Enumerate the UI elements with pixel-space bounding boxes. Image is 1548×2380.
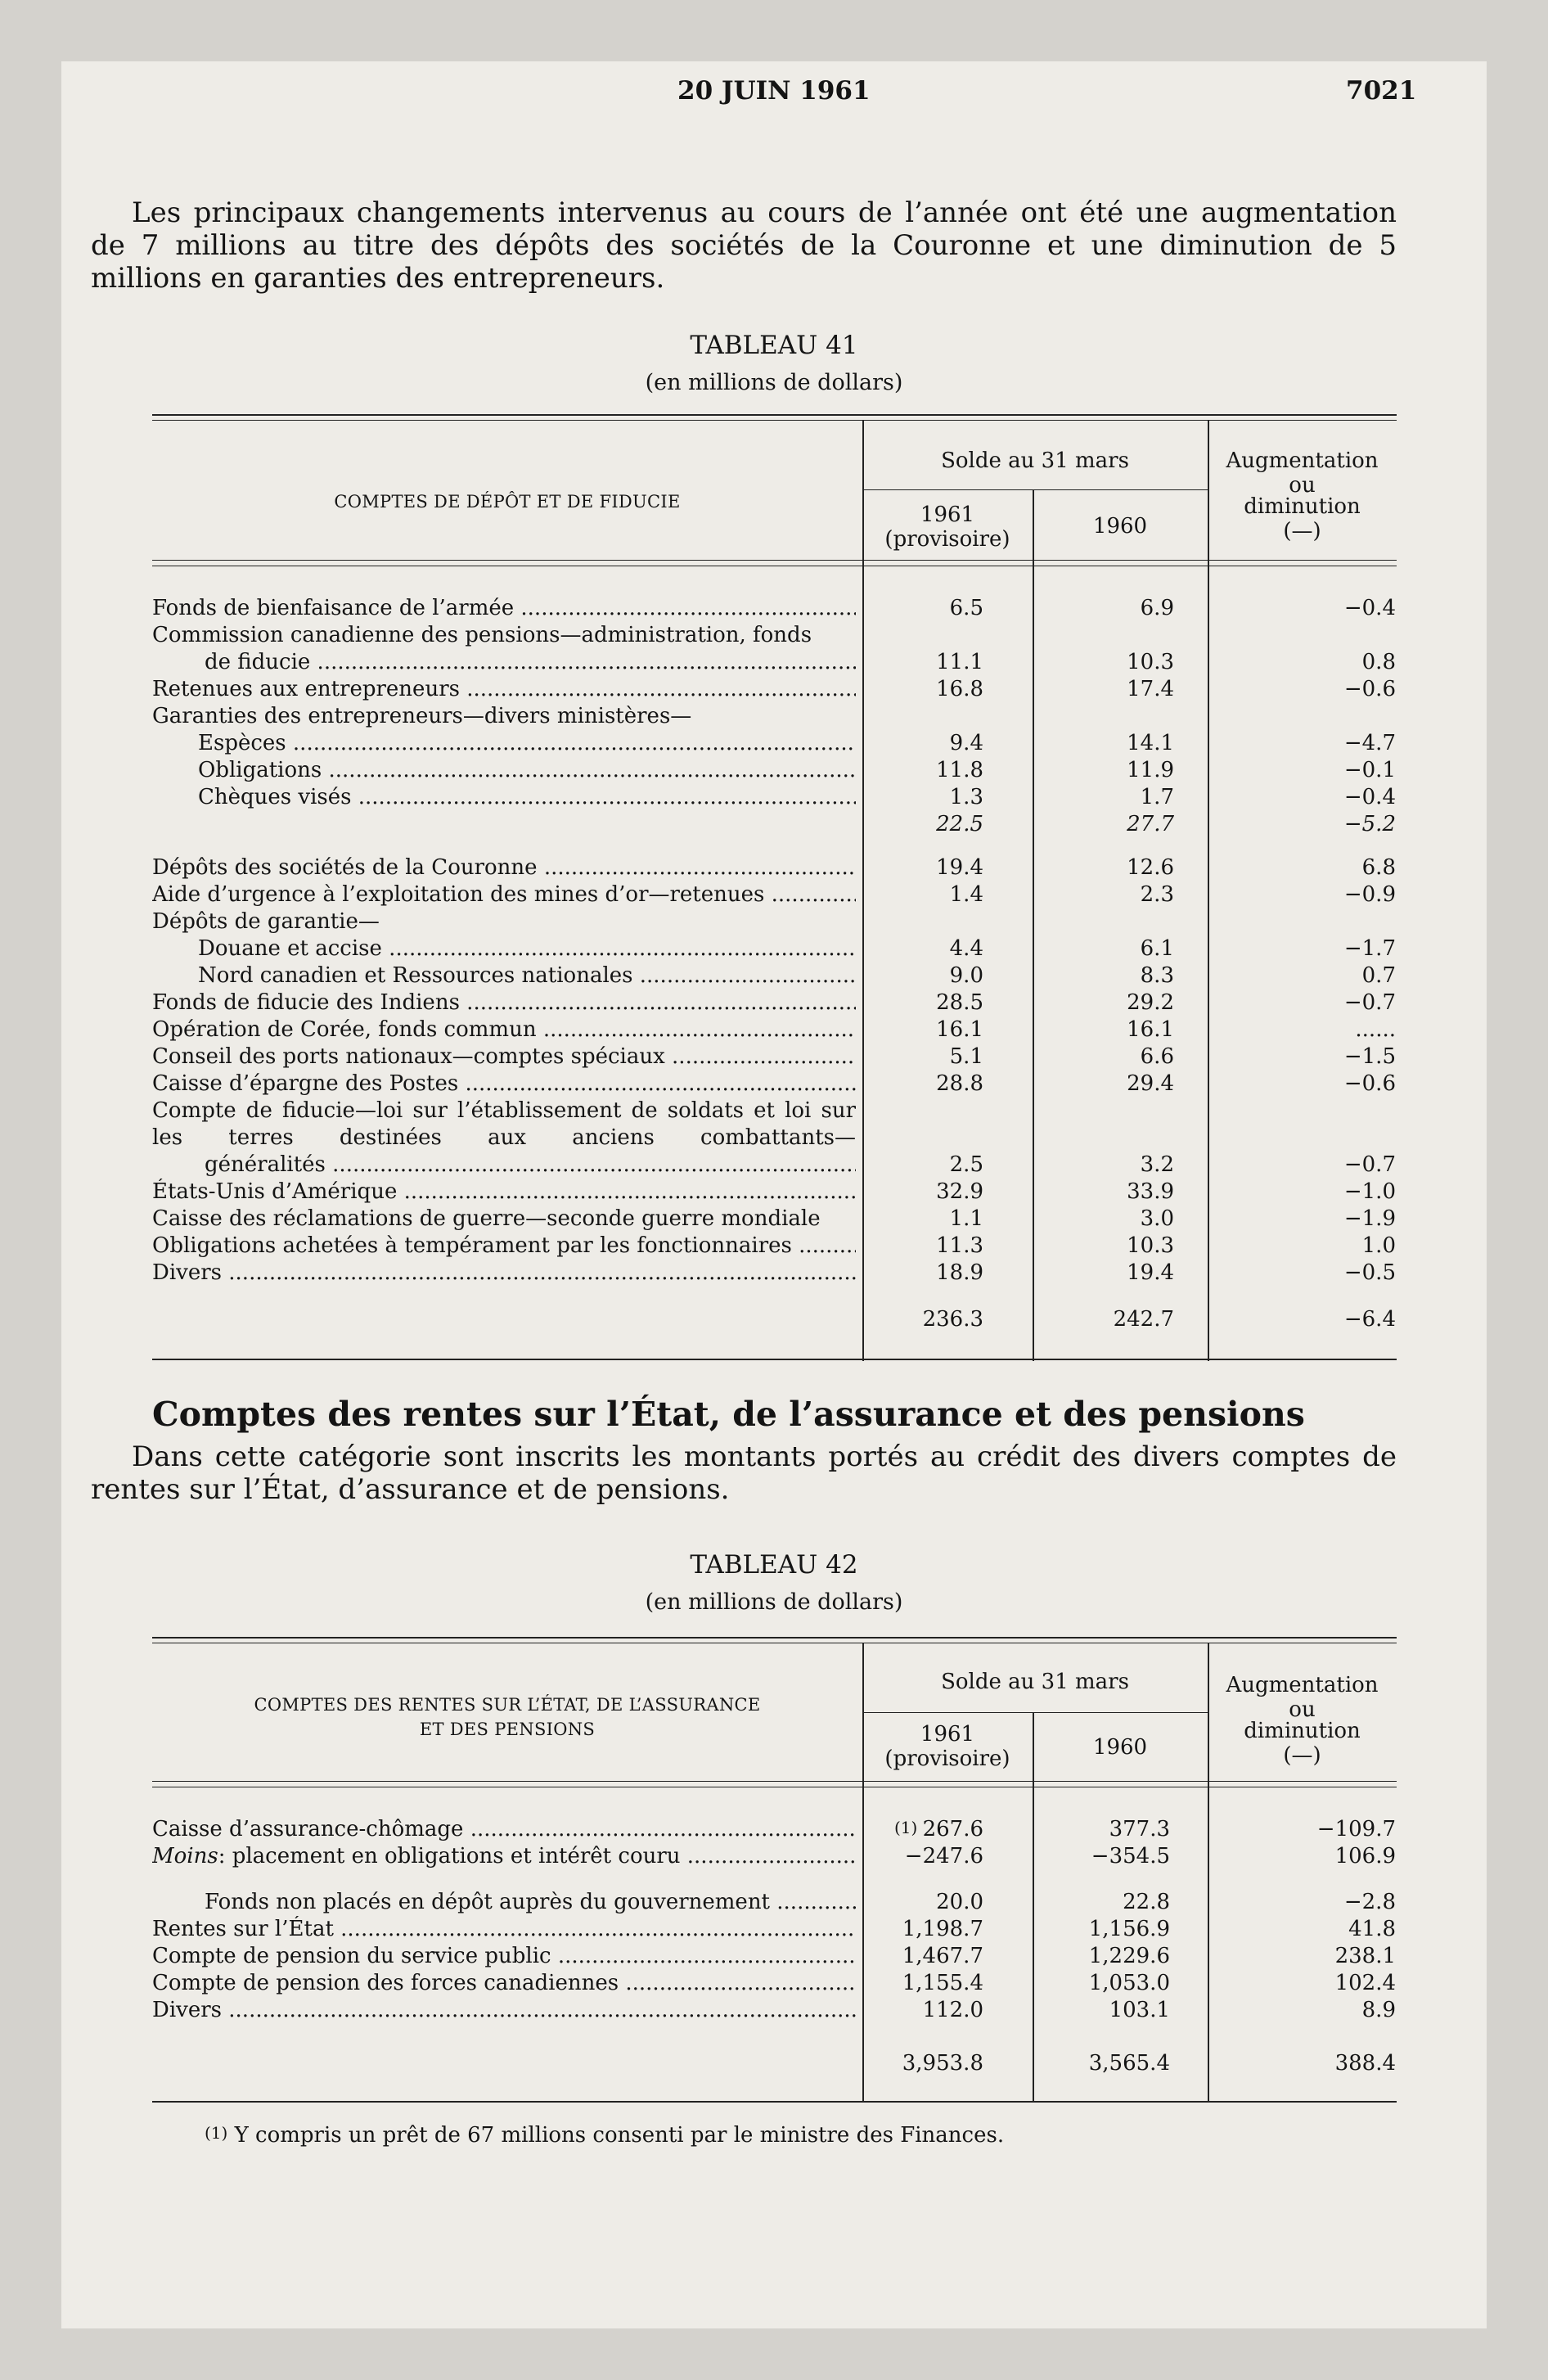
table-row: Nord canadien et Ressources nationales ..... 9.0 8.3 0.7 (152, 962, 1397, 989)
table-row: Conseil des ports nationaux—comptes spéciaux ..... 5.1 6.6 −1.5 (152, 1044, 1397, 1071)
footnote (205, 2123, 1004, 2148)
table41-col-aug-3: diminution (1244, 494, 1361, 519)
table41-col-aug-4: (—) (1283, 519, 1321, 543)
table42-col-aug-2: ou (1289, 1697, 1316, 1722)
table-row: Moins: placement en obligations et intérêt couru ..... −247.6 −354.5 106.9 (152, 1843, 1397, 1870)
table-row: Obligations ..... 11.8 11.9 −0.1 (152, 757, 1397, 784)
table-row-total: 3,953.8 3,565.4 388.4 (902, 2051, 1396, 2076)
table-row: Douane et accise ..... 4.4 6.1 −1.7 (152, 935, 1397, 962)
table-row: Garanties des entrepreneurs—divers ministères— (152, 704, 692, 728)
table42-col-label-2: ET DES PENSIONS (419, 1720, 596, 1739)
table42-col-1960: 1960 (1092, 1735, 1148, 1760)
table-row: Retenues aux entrepreneurs ..... 16.8 17.4 −0.6 (152, 676, 1397, 703)
table-row: Caisse d’assurance-chômage ..... (1) 267.6 377.3 −109.7 (152, 1816, 1397, 1843)
table41-title: TABLEAU 41 (690, 331, 858, 360)
table-row: de fiducie ..... 11.1 10.3 0.8 (152, 649, 1397, 676)
section-title: Comptes des rentes sur l’État, de l’assurance et des pensions (152, 1395, 1305, 1434)
table-row: Espèces ..... 9.4 14.1 −4.7 (152, 730, 1397, 757)
table41-subtitle: (en millions de dollars) (645, 370, 903, 395)
table42-col-solde: Solde au 31 mars (941, 1670, 1129, 1694)
table42-bottom-rule (152, 2101, 1397, 2103)
table-row-subtotal: 22.5 27.7 −5.2 (936, 812, 1396, 836)
table41-col-1960: 1960 (1092, 514, 1148, 539)
table-row: Aide d’urgence à l’exploitation des mines d’or—retenues ..... 1.4 2.3 −0.9 (152, 881, 1397, 908)
table-row: Fonds de fiducie des Indiens ..... 28.5 29.2 −0.7 (152, 989, 1397, 1016)
intro-paragraph: Les principaux changements intervenus au cours de l’année ont été une augmentation de 7 millions au titre des dépôts des sociétés de la Couronne et une diminution de 5 millions en garanties des entrepreneurs. (91, 196, 1397, 295)
table41-col-aug-1: Augmentation (1226, 449, 1379, 473)
table-row: Divers ..... 18.9 19.4 −0.5 (152, 1260, 1397, 1287)
table-row: Opération de Corée, fonds commun ..... 16.1 16.1 ...... (152, 1016, 1397, 1044)
table-row: Commission canadienne des pensions—administration, fonds (152, 623, 812, 647)
table41-head-rule (152, 560, 1397, 561)
table42-col-aug-1: Augmentation (1226, 1673, 1379, 1697)
table-row: Compte de pension des forces canadiennes ..... 1,155.4 1,053.0 102.4 (152, 1970, 1397, 1997)
footnote-text: Y compris un prêt de 67 millions consenti par le ministre des Finances. (234, 2123, 1005, 2148)
table41-col-solde: Solde au 31 mars (941, 449, 1129, 473)
table-row: généralités ..... 2.5 3.2 −0.7 (152, 1152, 1397, 1179)
table42-title: TABLEAU 42 (690, 1550, 858, 1580)
page-number: 7021 (1346, 76, 1417, 106)
table-row-total: 236.3 242.7 −6.4 (922, 1307, 1396, 1332)
table-row: Fonds non placés en dépôt auprès du gouvernement ..... 20.0 22.8 −2.8 (152, 1889, 1397, 1916)
table42-head-rule (152, 1781, 1397, 1782)
table42-top-rule (152, 1637, 1397, 1639)
table-row: Fonds de bienfaisance de l’armée ..... 6.5 6.9 −0.4 (152, 595, 1397, 622)
table-row: Dépôts de garantie— (152, 909, 380, 934)
table41-solde-rule (862, 489, 1208, 490)
table42-col-label-1: COMPTES DES RENTES SUR L’ÉTAT, DE L’ASSURANCE (254, 1695, 761, 1715)
table-row: États-Unis d’Amérique ..... 32.9 33.9 −1.0 (152, 1179, 1397, 1206)
table-row: Divers ..... 112.0 103.1 8.9 (152, 1997, 1397, 2024)
table-row: Compte de fiducie—loi sur l’établissement de soldats et loi sur les terres destinées aux anciens combattants— (152, 1098, 856, 1150)
table-row: Rentes sur l’État ..... 1,198.7 1,156.9 41.8 (152, 1916, 1397, 1943)
footnote-mark: (1) (205, 2123, 228, 2143)
table-row: Caisse des réclamations de guerre—seconde guerre mondiale 1.1 3.0 −1.9 (152, 1206, 1396, 1231)
table41-top-rule-2 (152, 420, 1397, 421)
table-row: Chèques visés ..... 1.3 1.7 −0.4 (152, 784, 1397, 811)
table41-top-rule (152, 414, 1397, 416)
page-date: 20 JUIN 1961 (677, 76, 871, 106)
table41-col-1961-prov: (provisoire) (884, 527, 1010, 552)
table-row: Compte de pension du service public ..... 1,467.7 1,229.6 238.1 (152, 1943, 1397, 1970)
table41-bottom-rule (152, 1359, 1397, 1360)
table42-subtitle: (en millions de dollars) (645, 1589, 903, 1615)
table-row: Caisse d’épargne des Postes ..... 28.8 29.4 −0.6 (152, 1071, 1397, 1098)
table42-col-1961: 1961 (920, 1722, 975, 1747)
table42-col-aug-3: diminution (1244, 1719, 1361, 1743)
table42-col-aug-4: (—) (1283, 1743, 1321, 1768)
table42-vline-1 (862, 1643, 864, 2101)
table41-col-1961: 1961 (920, 503, 975, 527)
table42-solde-rule (862, 1712, 1208, 1713)
table-row: Dépôts des sociétés de la Couronne ..... 19.4 12.6 6.8 (152, 854, 1397, 881)
footnote-ref: (1) (894, 1818, 918, 1837)
table-row: Obligations achetées à tempérament par les fonctionnaires ..... 11.3 10.3 1.0 (152, 1233, 1397, 1260)
table41-col-aug-2: ou (1289, 473, 1316, 498)
table41-col-label: COMPTES DE DÉPÔT ET DE FIDUCIE (334, 492, 681, 512)
table42-col-1961-prov: (provisoire) (884, 1747, 1010, 1771)
section-paragraph: Dans cette catégorie sont inscrits les montants portés au crédit des divers comptes de rentes sur l’État, d’assurance et de pensions. (91, 1440, 1397, 1506)
